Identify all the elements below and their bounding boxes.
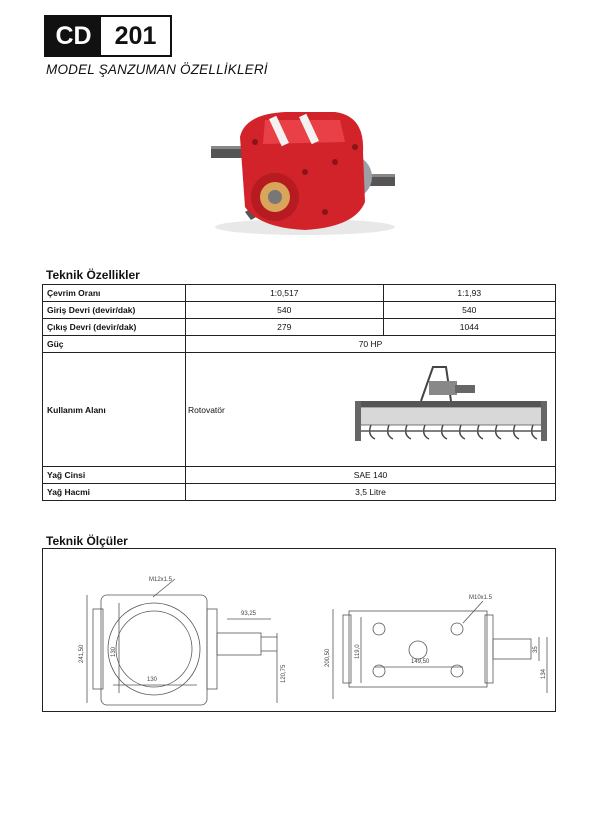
- spec-value: 1:0,517: [186, 285, 384, 302]
- model-badge: [44, 15, 172, 57]
- table-row: [43, 353, 556, 467]
- table-row: [43, 319, 556, 336]
- dim-label: M12x1.5: [149, 577, 173, 583]
- usage-cell: [186, 353, 556, 467]
- model-number: 201: [114, 21, 157, 50]
- page-subtitle: MODEL ŞANZUMAN ÖZELLİKLERİ: [46, 62, 268, 77]
- gearbox-image: [205, 102, 405, 242]
- table-row: [43, 302, 556, 319]
- spec-value: Rotovatör: [188, 405, 225, 415]
- spec-value: 540: [186, 302, 384, 319]
- dim-label: 149,50: [411, 659, 430, 665]
- dimensions-box: [42, 548, 556, 712]
- dim-label: 93,25: [241, 611, 257, 617]
- dim-label: 120,75: [281, 664, 287, 683]
- spec-value: 1:1,93: [383, 285, 556, 302]
- table-row: [43, 285, 556, 302]
- spec-value: 279: [186, 319, 384, 336]
- top-view-drawing: [313, 553, 553, 709]
- dimensions-title: Teknik Ölçüler: [46, 534, 128, 548]
- model-code: CD: [46, 17, 101, 55]
- table-row: [43, 467, 556, 484]
- dim-label: 130: [111, 646, 117, 657]
- front-view-drawing: [57, 553, 297, 709]
- spec-value: 540: [383, 302, 556, 319]
- spec-label: Çevrim Oranı: [43, 285, 186, 302]
- spec-label: Güç: [43, 336, 186, 353]
- dim-label: 200,50: [325, 648, 331, 667]
- spec-label: Yağ Cinsi: [43, 467, 186, 484]
- spec-value: SAE 140: [186, 467, 556, 484]
- dim-label: M10x1.5: [469, 595, 493, 601]
- spec-value: 70 HP: [186, 336, 556, 353]
- spec-label: Yağ Hacmi: [43, 484, 186, 501]
- rotavator-image: [351, 359, 551, 459]
- table-row: [43, 484, 556, 501]
- dim-label: 241,50: [79, 644, 85, 663]
- spec-value: 3,5 Litre: [186, 484, 556, 501]
- spec-label: Giriş Devri (devir/dak): [43, 302, 186, 319]
- spec-value: 1044: [383, 319, 556, 336]
- table-row: [43, 336, 556, 353]
- specs-title: Teknik Özellikler: [46, 268, 140, 282]
- spec-label: Kullanım Alanı: [43, 353, 186, 467]
- dim-label: 119,0: [355, 644, 361, 659]
- spec-label: Çıkış Devri (devir/dak): [43, 319, 186, 336]
- dim-label: 130: [147, 677, 158, 683]
- dim-label: 134: [541, 668, 547, 679]
- specs-table: [42, 284, 556, 501]
- dim-label: 35: [533, 646, 539, 653]
